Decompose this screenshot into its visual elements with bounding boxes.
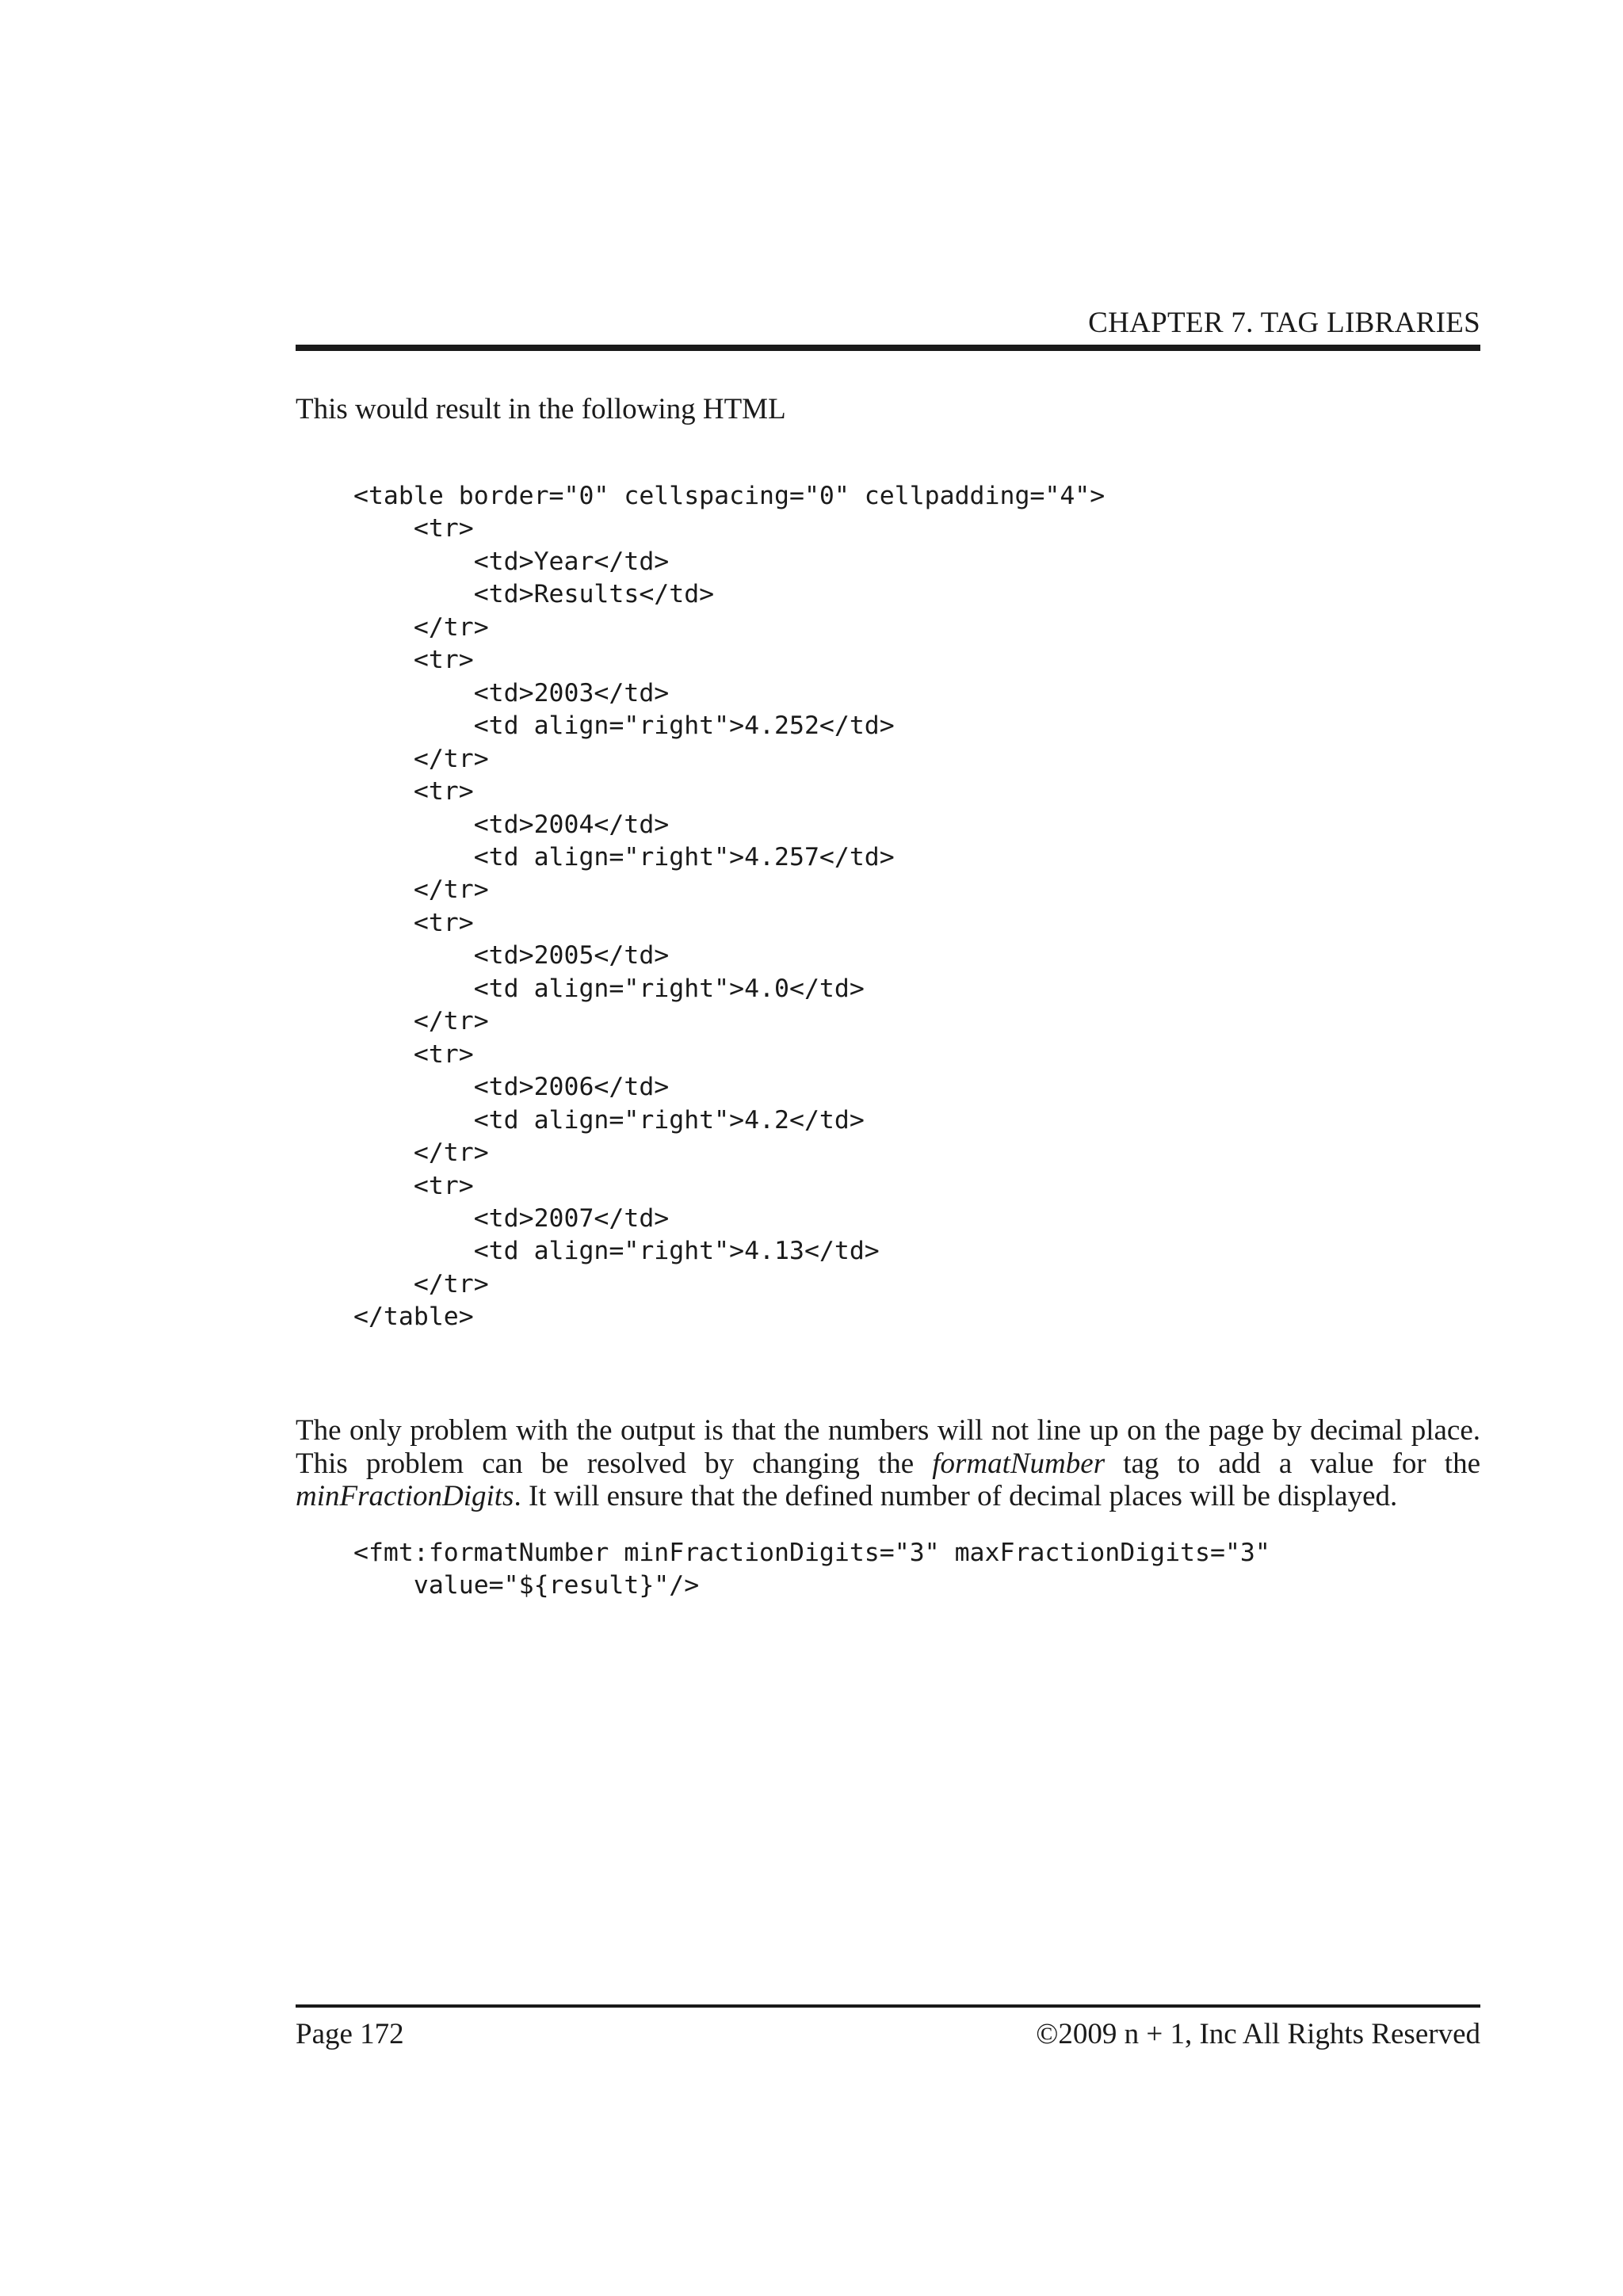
body-paragraph: [296, 1414, 1480, 1513]
header-rule: [296, 345, 1480, 351]
minfractiondigits-term: minFractionDigits: [296, 1480, 514, 1512]
page-number: Page 172: [296, 2018, 404, 2050]
intro-text: This would result in the following HTML: [296, 393, 786, 425]
paragraph-text-2: tag to add a value for the: [1105, 1447, 1480, 1480]
formatnumber-term: formatNumber: [932, 1447, 1106, 1480]
paragraph-text-3: . It will ensure that the defined number of decimal places will be displayed.: [514, 1480, 1398, 1512]
copyright-notice: ©2009 n + 1, Inc All Rights Reserved: [1036, 2018, 1480, 2050]
formatnumber-code-block: <fmt:formatNumber minFractionDigits="3" maxFractionDigits="3" value="${result}"/>: [353, 1539, 1270, 1600]
running-header: CHAPTER 7. TAG LIBRARIES: [1088, 307, 1480, 339]
html-output-code-block: <table border="0" cellspacing="0" cellpadding="4"> <tr> <td>Year</td> <td>Results</td> </tr> <tr> <td>2003</td> <td align="right">4.252</td> </tr> <tr> <td>2004</td> <td align="right">4.257</td> </tr> <tr> <td>2005</td> <td align="right">4.0</td> </tr> <tr> <td>2006</td> <td align="right">4.2</td> </tr> <tr> <td>2007</td> <td align="right">4.13</td> </tr> </table>: [353, 482, 1106, 1332]
footer-rule: [296, 2004, 1480, 2008]
paragraph-text-1: The only problem with the output is that the numbers will not line up on the page by decimal place. This problem can be resolved by changing the: [296, 1414, 1480, 1480]
